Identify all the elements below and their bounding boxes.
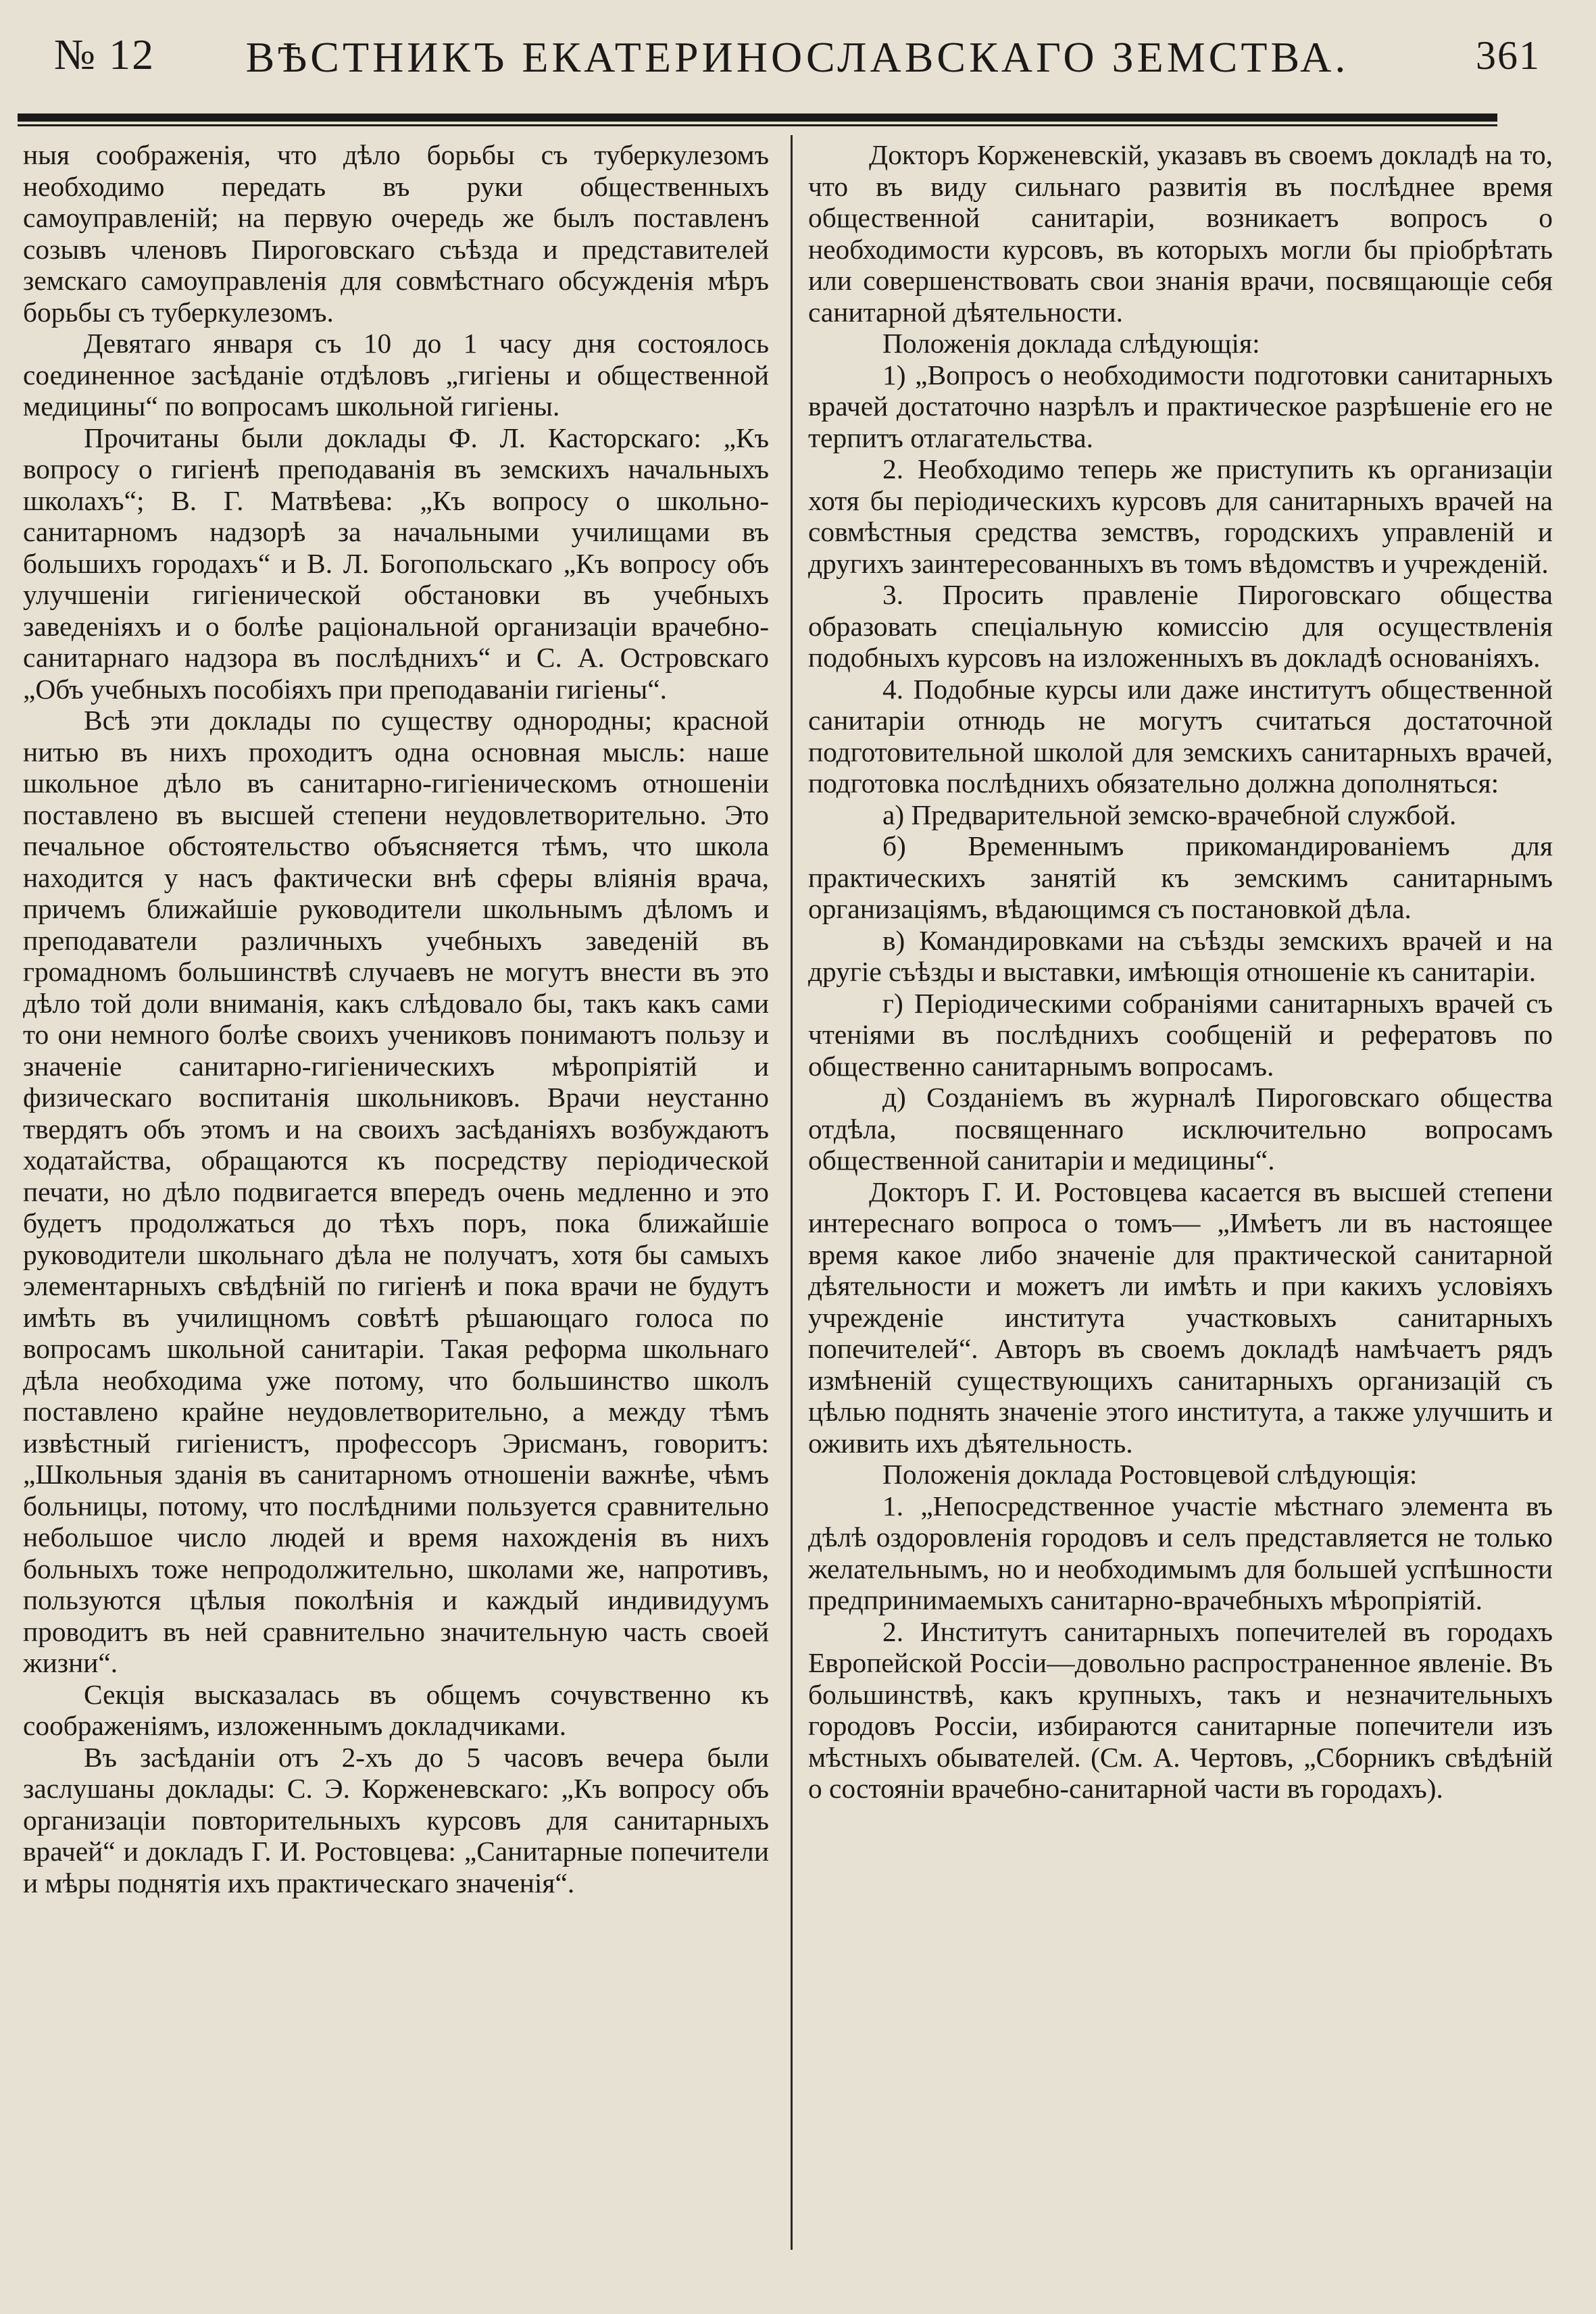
list-item: 1) „Вопросъ о необходимости подготовки санитарныхъ врачей достаточно назрѣлъ и практическое разрѣшеніе его не терпитъ отлагательства. — [808, 359, 1553, 453]
paragraph: Прочитаны были доклады Ф. Л. Касторскаго: „Къ вопросу о гигіенѣ преподаванія въ земскихъ начальныхъ школахъ“; В. Г. Матвѣева: „Къ вопросу о школьно-санитарномъ надзорѣ за начальными училищами въ большихъ городахъ“ и В. Л. Богопольскаго „Къ вопросу объ улучшеніи гигіенической обстановки въ учебныхъ заведеніяхъ и о болѣе раціональной организаціи врачебно-санитарнаго надзора въ послѣднихъ“ и С. А. Островскаго „Объ учебныхъ пособіяхъ при преподаваніи гигіены“. — [23, 422, 769, 705]
issue-number: № 12 — [54, 30, 155, 78]
paragraph: Положенія доклада Ростовцевой слѣдующія: — [882, 1459, 1418, 1490]
paragraph: Положенія доклада слѣдующія: — [882, 328, 1260, 359]
paragraph: Докторъ Г. И. Ростовцева касается въ высшей степени интереснаго вопроса о томъ— „Имѣетъ ли въ настоящее время какое либо значеніе для практической санитарной дѣятельности и можетъ ли имѣть и при какихъ условіяхъ учрежденіе института участковыхъ санитарныхъ попечителей“. Авторъ въ своемъ докладѣ намѣчаетъ рядъ измѣненій существующихъ санитарныхъ организацій съ цѣлью поднять значеніе этого института, а также улучшить и оживить ихъ дѣятельность. — [808, 1176, 1553, 1459]
list-item: 1. „Непосредственное участіе мѣстнаго элемента въ дѣлѣ оздоровленія городовъ и селъ представляется не только желательнымъ, но и необходимымъ для большей успѣшности предпринимаемыхъ санитарно-врачебныхъ мѣропріятій. — [808, 1490, 1553, 1615]
page-header — [47, 26, 1547, 107]
journal-title: ВѢСТНИКЪ ЕКАТЕРИНОСЛАВСКАГО ЗЕМСТВА. — [245, 33, 1349, 81]
column-divider — [791, 135, 793, 2250]
paragraph: ныя соображенія, что дѣло борьбы съ туберкулезомъ необходимо передать въ руки общественныхъ самоуправленій; на первую очередь же былъ поставленъ созывъ членовъ Пироговскаго съѣзда и представителей земскаго самоуправленія для совмѣстнаго обсужденія мѣръ борьбы съ туберкулезомъ. — [23, 139, 769, 328]
list-item: д) Созданіемъ въ журналѣ Пироговскаго общества отдѣла, посвященнаго исключительно вопросамъ общественной санитаріи и медицины“. — [808, 1082, 1553, 1176]
list-item: в) Командировками на съѣзды земскихъ врачей и на другіе съѣзды и выставки, имѣющія отношеніе къ санитаріи. — [808, 924, 1553, 987]
list-item: а) Предварительной земско-врачебной службой. — [882, 799, 1457, 830]
paragraph: Всѣ эти доклады по существу однородны; красной нитью въ нихъ проходитъ одна основная мысль: наше школьное дѣло въ санитарно-гигіеническомъ отношеніи поставлено въ высшей степени неудовлетворительно. Это печальное обстоятельство объясняется тѣмъ, что школа находится у насъ фактически внѣ сферы вліянія врача, причемъ ближайшіе руководители школьнымъ дѣломъ и преподаватели различныхъ учебныхъ заведеній въ громадномъ большинствѣ случаевъ не могутъ внести въ это дѣло той доли вниманія, какъ слѣдовало бы, такъ какъ сами то они немного болѣе своихъ учениковъ понимаютъ пользу и значеніе санитарно-гигіеническихъ мѣропріятій и физическаго воспитанія школьниковъ. Врачи неустанно твердятъ объ этомъ и на своихъ засѣданіяхъ возбуждаютъ ходатайства, обращаются къ посредству періодической печати, но дѣло подвигается впередъ очень медленно и это будетъ продолжаться до тѣхъ поръ, пока ближайшіе руководители школьнаго дѣла не получатъ, хотя бы самыхъ элементарныхъ свѣдѣній по гигіенѣ и пока врачи не будутъ имѣть въ училищномъ совѣтѣ рѣшающаго голоса по вопросамъ школьной санитаріи. Такая реформа школьнаго дѣла необходима уже потому, что большинство школъ поставлено крайне неудовлетворительно, а между тѣмъ извѣстный гигіенистъ, профессоръ Эрисманъ, говоритъ: „Школьныя зданія въ санитарномъ отношеніи важнѣе, чѣмъ больницы, потому, что послѣдними пользуется сравнительно небольшое число людей и время нахожденія въ нихъ больныхъ тоже непродолжительно, школами же, напротивъ, пользуются цѣлыя поколѣнія и каждый индивидуумъ проводитъ въ ней сравнительно значительную часть своей жизни“. — [23, 705, 769, 1678]
list-item: 4. Подобные курсы или даже институтъ общественной санитаріи отнюдь не могутъ считаться достаточной подготовительной школой для земскихъ санитарныхъ врачей, подготовка послѣднихъ обязательно должна дополняться: — [808, 673, 1553, 799]
list-item: г) Періодическими собраніями санитарныхъ врачей съ чтеніями въ послѣднихъ сообщеній и рефератовъ по общественно санитарнымъ вопросамъ. — [808, 987, 1553, 1082]
paragraph: Девятаго января съ 10 до 1 часу дня состоялось соединенное засѣданіе отдѣловъ „гигіены и общественной медицины“ по вопросамъ школьной гигіены. — [23, 328, 769, 422]
page-number: 361 — [1476, 33, 1541, 78]
right-column — [808, 139, 1553, 2261]
header-rule-thick — [18, 114, 1497, 122]
paragraph: Въ засѣданіи отъ 2-хъ до 5 часовъ вечера были заслушаны доклады: С. Э. Корженевскаго: „Къ вопросу объ организаціи повторительныхъ курсовъ для санитарныхъ врачей“ и докладъ Г. И. Ростовцева: „Санитарные попечители и мѣры поднятія ихъ практическаго значенія“. — [23, 1741, 769, 1898]
left-column — [23, 139, 769, 2261]
paragraph: Докторъ Корженевскій, указавъ въ своемъ докладѣ на то, что въ виду сильнаго развитія въ послѣднее время общественной санитаріи, возникаетъ вопросъ о необходимости курсовъ, въ которыхъ могли бы пріобрѣтать или совершенствовать свои знанія врачи, посвящающіе себя санитарной дѣятельности. — [808, 139, 1553, 328]
paragraph: Секція высказалась въ общемъ сочувственно къ соображеніямъ, изложеннымъ докладчиками. — [23, 1678, 769, 1741]
header-rule-thin — [18, 124, 1497, 126]
list-item: б) Временнымъ прикомандированіемъ для практическихъ занятій къ земскимъ санитарнымъ организаціямъ, вѣдающимся съ постановкой дѣла. — [808, 830, 1553, 924]
list-item: 2. Необходимо теперь же приступить къ организаціи хотя бы періодическихъ курсовъ для санитарныхъ врачей на совмѣстныя средства земствъ, городскихъ управленій и другихъ заинтересованныхъ въ томъ вѣдомствъ и учрежденій. — [808, 453, 1553, 579]
list-item: 2. Институтъ санитарныхъ попечителей въ городахъ Европейской Россіи—довольно распространенное явленіе. Въ большинствѣ, какъ крупныхъ, такъ и незначительныхъ городовъ Россіи, избираются санитарные попечители изъ мѣстныхъ обывателей. (См. А. Чертовъ, „Сборникъ свѣдѣній о состояніи врачебно-санитарной части въ городахъ). — [808, 1615, 1553, 1804]
list-item: 3. Просить правленіе Пироговскаго общества образовать спеціальную комиссію для осуществленія подобныхъ курсовъ на изложенныхъ въ докладѣ основаніяхъ. — [808, 579, 1553, 673]
